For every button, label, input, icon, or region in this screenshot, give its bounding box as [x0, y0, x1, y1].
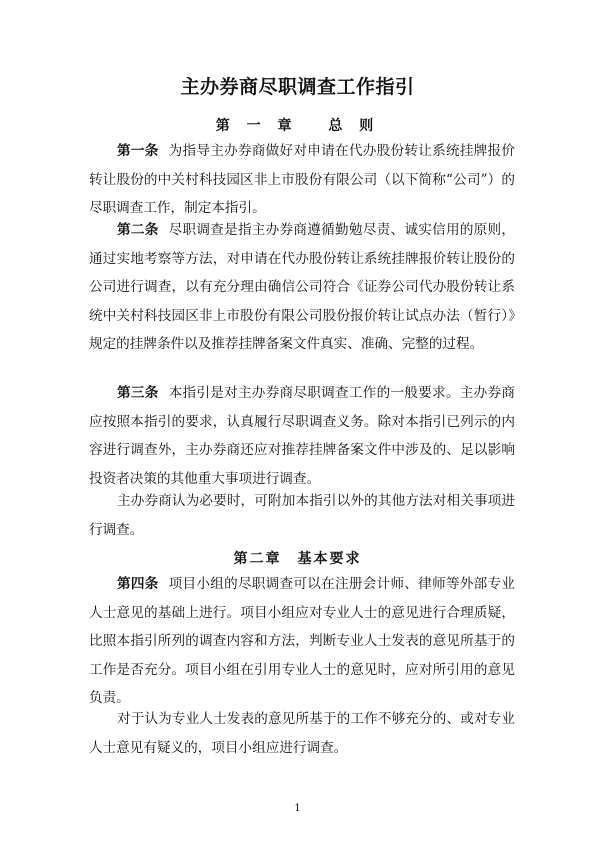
article-2-number: 第二条 [117, 222, 159, 238]
article-2-paragraph [89, 216, 515, 359]
article-4-text: 项目小组的尽职调查可以在注册会计师、律师等外部专业人士意见的基础上进行。项目小组应对专业人士的意见进行合理质疑，比照本指引所列的调查内容和方法，判断专业人士发表的意见所基于的工作是否充分。项目小组在引用专业人士的意见时，应对所引用的意见负责。 [89, 576, 516, 706]
article-4-continuation-text: 对于认为专业人士发表的意见所基于的工作不够充分的、或对专业人士意见有疑义的，项目小组应进行调查。 [89, 711, 515, 756]
article-3-continuation-text: 主办券商认为必要时，可附加本指引以外的其他方法对相关事项进行调查。 [89, 493, 515, 538]
article-3-continuation-paragraph [89, 487, 515, 544]
article-1-text: 为指导主办券商做好对申请在代办股份转让系统挂牌报价转让股份的中关村科技园区非上市股份有限公司（以下简称“公司”）的尽职调查工作，制定本指引。 [89, 143, 516, 216]
article-1-number: 第一条 [117, 143, 159, 159]
article-2-text: 尽职调查是指主办券商遵循勤勉尽责、诚实信用的原则，通过实地考察等方法，对申请在代办股份转让系统挂牌报价转让股份的公司进行调查，以有充分理由确信公司符合《证券公司代办股份转让系统中关村科技园区非上市股份有限公司股份报价转让试点办法（暂行）》规定的挂牌条件以及推荐挂牌备案文件真实、准确、完整的过程。 [89, 222, 516, 352]
chapter-2-heading: 第二章 基本要求 [233, 551, 362, 567]
page-number: 1 [294, 803, 301, 814]
article-3-number: 第三条 [117, 385, 159, 401]
article-4-continuation-paragraph [89, 705, 515, 762]
article-3-text: 本指引是对主办券商尽职调查工作的一般要求。主办券商应按照本指引的要求，认真履行尽职调查义务。除对本指引已列示的内容进行调查外，主办券商还应对推荐挂牌备案文件中涉及的、足以影响投资者决策的其他重大事项进行调查。 [89, 385, 516, 487]
article-4-paragraph [89, 570, 515, 713]
chapter-1-heading: 第 一 章 总 则 [215, 118, 380, 134]
article-3-paragraph [89, 379, 515, 493]
article-4-number: 第四条 [117, 576, 159, 592]
document-title: 主办券商尽职调查工作指引 [180, 76, 415, 98]
article-1-paragraph [89, 137, 515, 223]
